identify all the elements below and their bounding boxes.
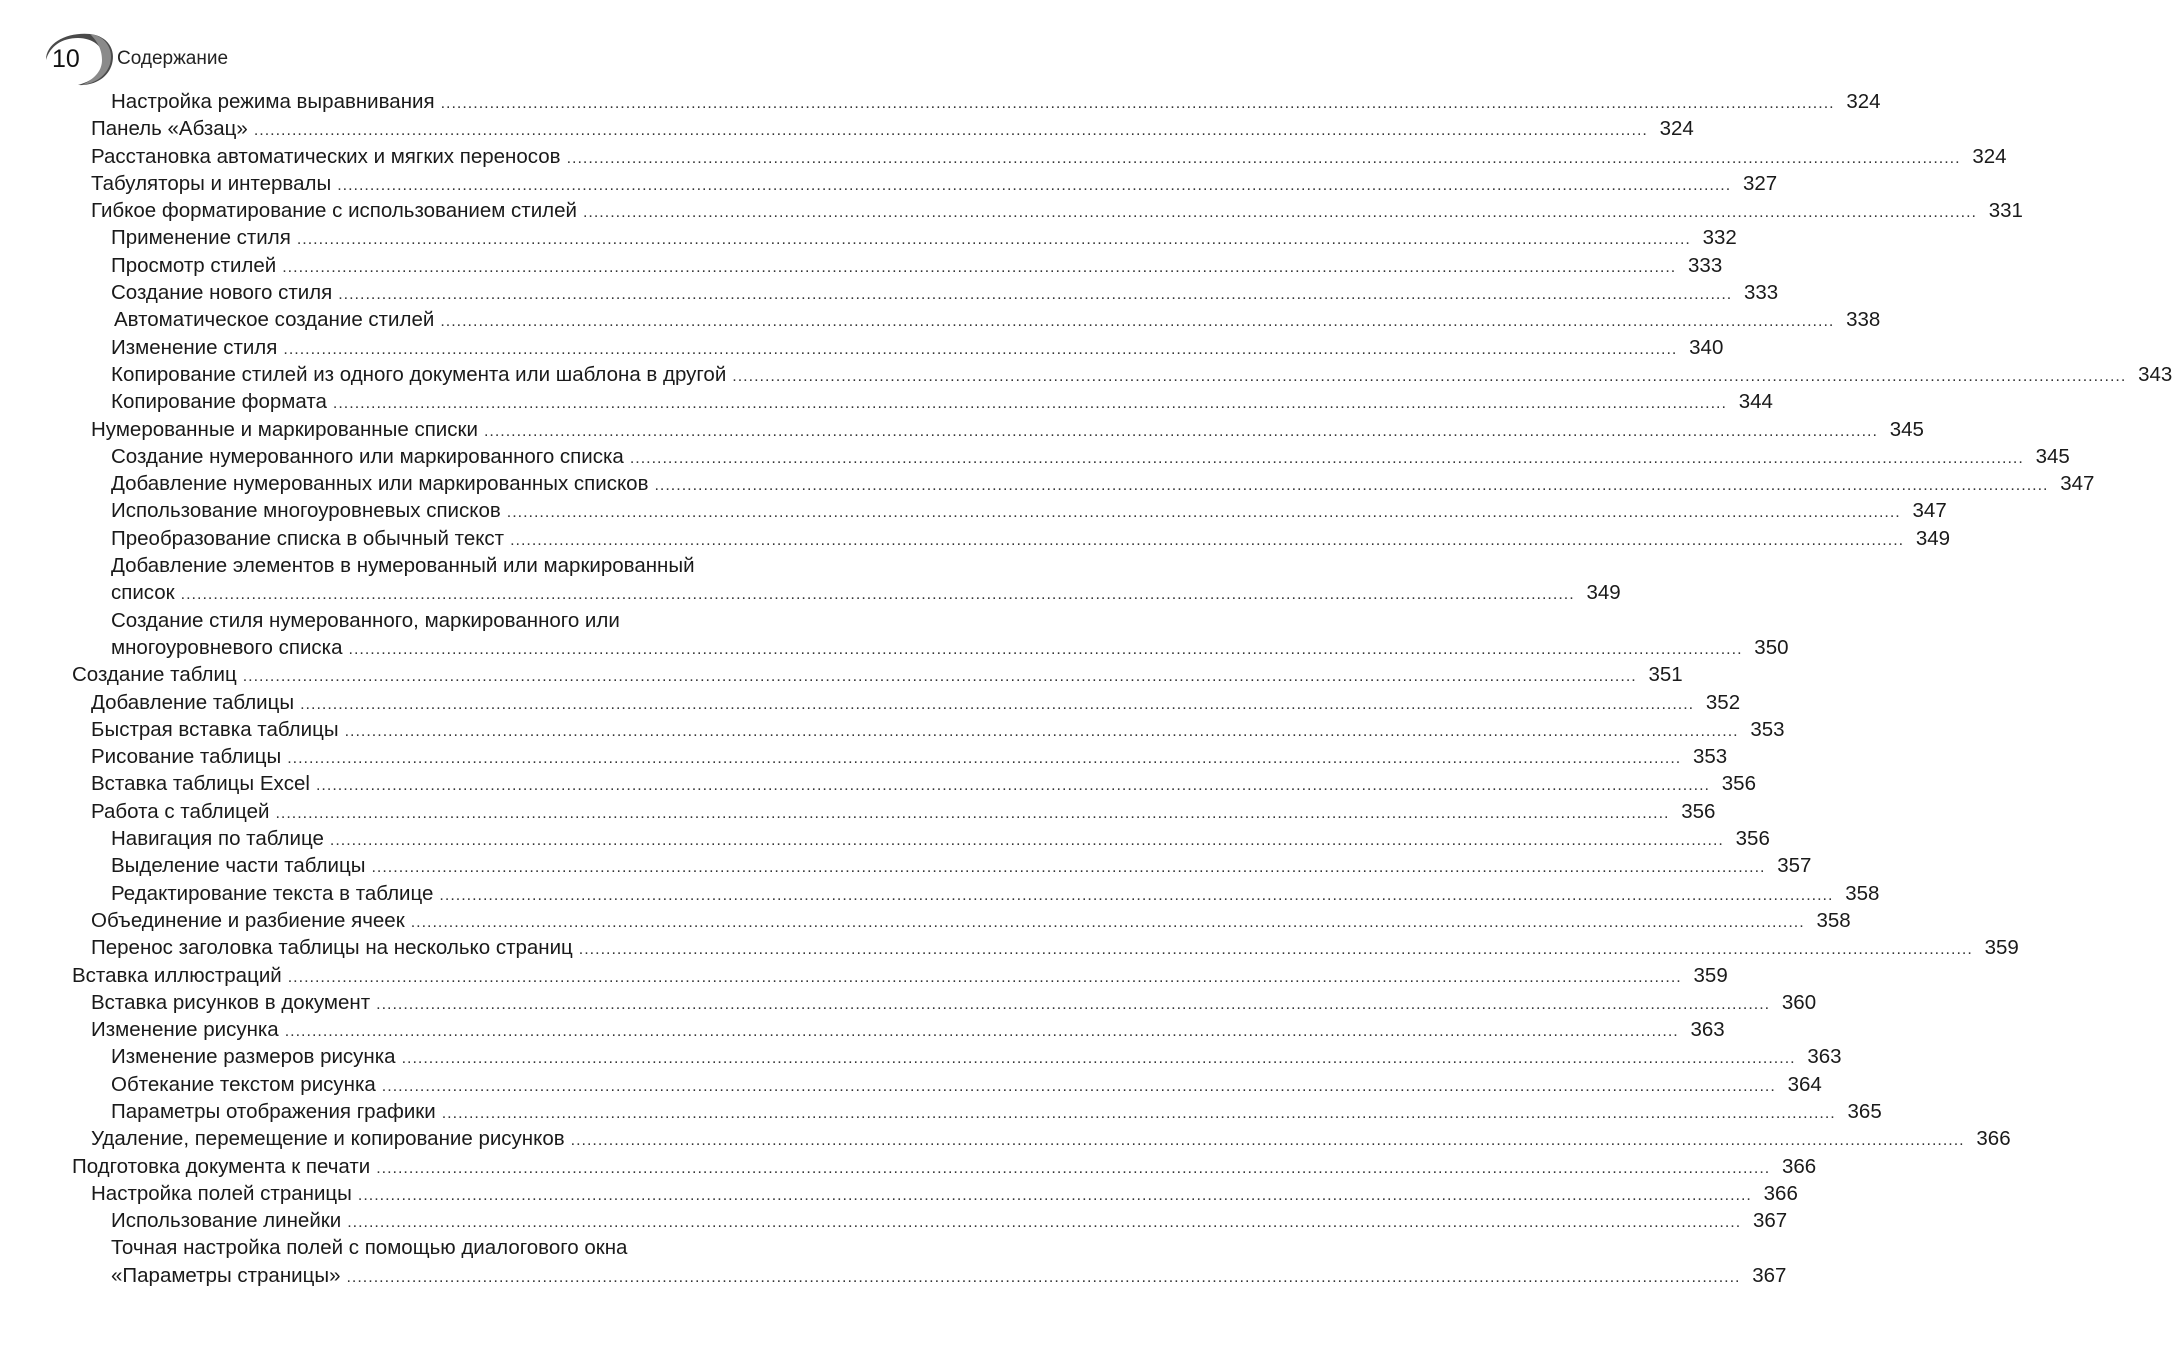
toc-entry — [72, 1153, 1817, 1180]
toc-leader-dots — [376, 1155, 1770, 1182]
toc-entry — [72, 252, 1723, 279]
toc-entry-title: Создание нумерованного или маркированного списка — [111, 444, 624, 468]
toc-leader-dots — [346, 1264, 1740, 1291]
toc-entry-page: 349 — [1586, 581, 1621, 605]
toc-leader-dots — [441, 90, 1835, 117]
toc-entry — [72, 989, 1817, 1016]
toc-entry — [72, 770, 1756, 797]
toc-entry-title: Выделение части таблицы — [111, 854, 366, 878]
toc-entry-page: 344 — [1738, 390, 1773, 414]
toc-entry-page: 350 — [1754, 635, 1789, 659]
toc-entry-page: 356 — [1721, 772, 1756, 796]
toc-entry — [72, 334, 1724, 361]
toc-entry — [72, 962, 1728, 989]
toc-entry-title: Панель «Абзац» — [91, 117, 248, 141]
toc-entry-page: 345 — [1889, 417, 1924, 441]
toc-entry-title: многоуровневого списка — [111, 635, 343, 659]
toc-entry-page: 366 — [1763, 1181, 1798, 1205]
toc-entry-page: 340 — [1689, 335, 1724, 359]
toc-entry-title: Добавление нумерованных или маркированных списков — [111, 472, 649, 496]
toc-leader-dots — [358, 1182, 1752, 1209]
toc-entry — [72, 852, 1812, 879]
toc-entry-title: Гибкое форматирование с использованием стилей — [91, 199, 577, 223]
toc-entry-title: Использование многоуровневых списков — [111, 499, 501, 523]
toc-entry — [72, 197, 2023, 224]
toc-leader-dots — [732, 363, 2126, 390]
toc-entry-page: 359 — [1984, 936, 2019, 960]
toc-leader-dots — [300, 691, 1694, 718]
toc-leader-dots — [330, 827, 1724, 854]
toc-leader-dots — [630, 445, 2024, 472]
toc-entry — [72, 743, 1728, 770]
toc-entry-page: 366 — [1976, 1127, 2011, 1151]
toc-leader-dots — [571, 1127, 1965, 1154]
toc-entry-title: Добавление элементов в нумерованный или маркированный — [111, 554, 695, 578]
toc-entry — [72, 1207, 1788, 1234]
toc-entry — [72, 907, 1851, 934]
toc-entry-title: Применение стиля — [111, 226, 291, 250]
toc-leader-dots — [345, 718, 1739, 745]
toc-leader-dots — [288, 964, 1682, 991]
toc-entry-title: Работа с таблицей — [91, 799, 270, 823]
toc-leader-dots — [243, 663, 1637, 690]
toc-entry — [72, 115, 1694, 142]
toc-entry-title: Обтекание текстом рисунка — [111, 1072, 376, 1096]
toc-entry — [72, 689, 1741, 716]
toc-leader-dots — [507, 499, 1901, 526]
toc-entry-page: 345 — [2035, 444, 2070, 468]
toc-entry-title: Настройка полей страницы — [91, 1181, 352, 1205]
toc-leader-dots — [439, 882, 1833, 909]
toc-entry — [72, 416, 1924, 443]
toc-entry-title: Настройка режима выравнивания — [111, 90, 435, 113]
toc-entry — [72, 388, 1773, 415]
toc-leader-dots — [583, 199, 1977, 226]
table-of-contents — [72, 88, 2172, 1289]
toc-entry — [72, 1071, 1822, 1098]
toc-entry — [72, 716, 1785, 743]
toc-entry-page: 351 — [1648, 663, 1683, 687]
toc-entry — [72, 798, 1716, 825]
toc-leader-dots — [347, 1209, 1741, 1236]
toc-entry-title: список — [111, 581, 175, 605]
toc-entry-title: Рисование таблицы — [91, 745, 282, 769]
toc-leader-dots — [510, 527, 1904, 554]
toc-entry — [72, 634, 1789, 661]
toc-entry — [72, 825, 1770, 852]
toc-leader-dots — [333, 390, 1727, 417]
toc-leader-dots — [567, 145, 1961, 172]
toc-entry — [72, 1125, 2011, 1152]
toc-entry-title: Изменение стиля — [111, 335, 278, 359]
toc-leader-dots — [440, 308, 1834, 335]
toc-entry-page: 358 — [1816, 908, 1851, 932]
toc-entry-title: Точная настройка полей с помощью диалогового окна — [111, 1236, 628, 1260]
toc-entry-title: Автоматическое создание стилей — [114, 308, 435, 332]
toc-leader-dots — [337, 172, 1731, 199]
page-header — [38, 30, 438, 86]
toc-entry-page: 324 — [1972, 144, 2007, 168]
toc-entry-page: 349 — [1915, 526, 1951, 550]
toc-leader-dots — [442, 1100, 1836, 1127]
toc-entry-title: Копирование стилей из одного документа или шаблона в другой — [111, 362, 727, 386]
toc-entry — [72, 1234, 890, 1261]
toc-entry-title: Быстрая вставка таблицы — [91, 717, 339, 741]
toc-entry-page: 353 — [1750, 717, 1785, 741]
toc-entry-title: Преобразование списка в обычный текст — [111, 526, 505, 550]
toc-entry-page: 358 — [1845, 881, 1880, 905]
toc-entry — [72, 1016, 1725, 1043]
toc-entry-title: Вставка иллюстраций — [72, 963, 282, 987]
toc-leader-dots — [349, 636, 1743, 663]
toc-leader-dots — [181, 581, 1575, 608]
toc-entry — [72, 279, 1779, 306]
toc-entry-title: Расстановка автоматических и мягких переносов — [91, 144, 561, 168]
toc-entry-page: 363 — [1807, 1045, 1842, 1069]
toc-entry-page: 347 — [2060, 472, 2095, 496]
toc-entry-page: 364 — [1787, 1072, 1822, 1096]
toc-entry-page: 324 — [1846, 90, 1881, 113]
toc-entry — [72, 470, 2095, 497]
toc-entry — [72, 880, 1880, 907]
toc-entry — [72, 1098, 1882, 1125]
toc-leader-dots — [282, 254, 1676, 281]
toc-leader-dots — [382, 1073, 1776, 1100]
toc-entry — [72, 224, 1737, 251]
toc-entry — [72, 934, 2019, 961]
toc-entry-page: 365 — [1847, 1099, 1882, 1123]
toc-entry-title: «Параметры страницы» — [111, 1263, 341, 1287]
toc-entry-page: 327 — [1742, 171, 1778, 195]
toc-leader-dots — [579, 936, 1973, 963]
toc-entry-title: Подготовка документа к печати — [72, 1154, 371, 1178]
toc-leader-dots — [316, 772, 1710, 799]
page-number-badge — [38, 30, 114, 86]
toc-leader-dots — [297, 226, 1691, 253]
toc-leader-dots — [285, 1018, 1679, 1045]
toc-entry-page: 333 — [1688, 253, 1723, 277]
toc-entry — [72, 443, 2070, 470]
toc-entry-page: 332 — [1702, 226, 1737, 250]
toc-entry-page: 363 — [1690, 1018, 1725, 1042]
toc-entry — [72, 525, 1951, 552]
toc-entry-title: Вставка рисунков в документ — [91, 990, 371, 1014]
toc-leader-dots — [287, 745, 1681, 772]
toc-entry-title: Объединение и разбиение ячеек — [91, 908, 405, 932]
toc-entry-page: 356 — [1681, 799, 1716, 823]
page-number: 10 — [52, 45, 80, 73]
toc-leader-dots — [376, 991, 1770, 1018]
toc-entry-page: 367 — [1752, 1263, 1787, 1287]
toc-entry-page: 324 — [1659, 117, 1694, 141]
section-title: Содержание — [117, 48, 229, 69]
toc-leader-dots — [275, 800, 1669, 827]
toc-entry-title: Вставка таблицы Excel — [91, 772, 310, 796]
toc-leader-dots — [402, 1045, 1796, 1072]
toc-entry-page: 343 — [2138, 362, 2172, 386]
toc-entry-page: 352 — [1705, 690, 1741, 714]
toc-entry-title: Редактирование текста в таблице — [111, 881, 434, 905]
toc-entry-title: Изменение рисунка — [91, 1018, 279, 1042]
toc-leader-dots — [654, 472, 2048, 499]
toc-entry-title: Нумерованные и маркированные списки — [91, 417, 478, 441]
toc-leader-dots — [283, 336, 1677, 363]
toc-leader-dots — [254, 117, 1648, 144]
toc-entry — [72, 88, 1881, 115]
toc-entry-page: 353 — [1693, 745, 1728, 769]
toc-entry-title: Создание нового стиля — [111, 281, 333, 305]
toc-entry-title: Просмотр стилей — [111, 253, 277, 277]
toc-entry — [72, 661, 1683, 688]
toc-entry-title: Табуляторы и интервалы — [91, 171, 332, 195]
toc-entry — [72, 170, 1778, 197]
toc-entry — [72, 1043, 1842, 1070]
toc-entry — [72, 552, 890, 579]
toc-entry-title: Копирование формата — [111, 390, 327, 414]
toc-entry-page: 357 — [1777, 854, 1812, 878]
toc-entry-page: 333 — [1744, 281, 1779, 305]
toc-entry-title: Навигация по таблице — [111, 827, 324, 851]
toc-entry — [72, 1180, 1798, 1207]
toc-entry-title: Использование линейки — [111, 1209, 342, 1233]
toc-entry-title: Параметры отображения графики — [111, 1099, 436, 1123]
toc-entry — [72, 143, 2007, 170]
toc-entry-page: 366 — [1781, 1154, 1817, 1178]
toc-entry-page: 367 — [1752, 1209, 1788, 1233]
toc-entry-title: Создание таблиц — [72, 663, 237, 687]
toc-leader-dots — [484, 418, 1878, 445]
toc-entry-title: Перенос заголовка таблицы на несколько страниц — [91, 936, 573, 960]
toc-entry-page: 360 — [1781, 990, 1817, 1014]
toc-entry — [72, 306, 1881, 333]
toc-leader-dots — [338, 281, 1732, 308]
toc-entry-page: 359 — [1693, 963, 1728, 987]
toc-entry — [72, 497, 1947, 524]
toc-entry-page: 331 — [1988, 199, 2023, 223]
toc-leader-dots — [411, 909, 1805, 936]
toc-entry — [72, 1262, 1787, 1289]
toc-entry — [72, 361, 2172, 388]
toc-entry-title: Удаление, перемещение и копирование рисунков — [91, 1127, 565, 1151]
toc-leader-dots — [371, 854, 1765, 881]
toc-entry-page: 356 — [1735, 827, 1770, 851]
toc-entry — [72, 579, 1621, 606]
toc-entry-page: 338 — [1846, 308, 1881, 332]
toc-entry — [72, 607, 890, 634]
toc-entry-page: 347 — [1912, 499, 1947, 523]
toc-entry-title: Изменение размеров рисунка — [111, 1045, 396, 1069]
toc-entry-title: Добавление таблицы — [91, 690, 295, 714]
toc-entry-title: Создание стиля нумерованного, маркированного или — [111, 608, 620, 632]
